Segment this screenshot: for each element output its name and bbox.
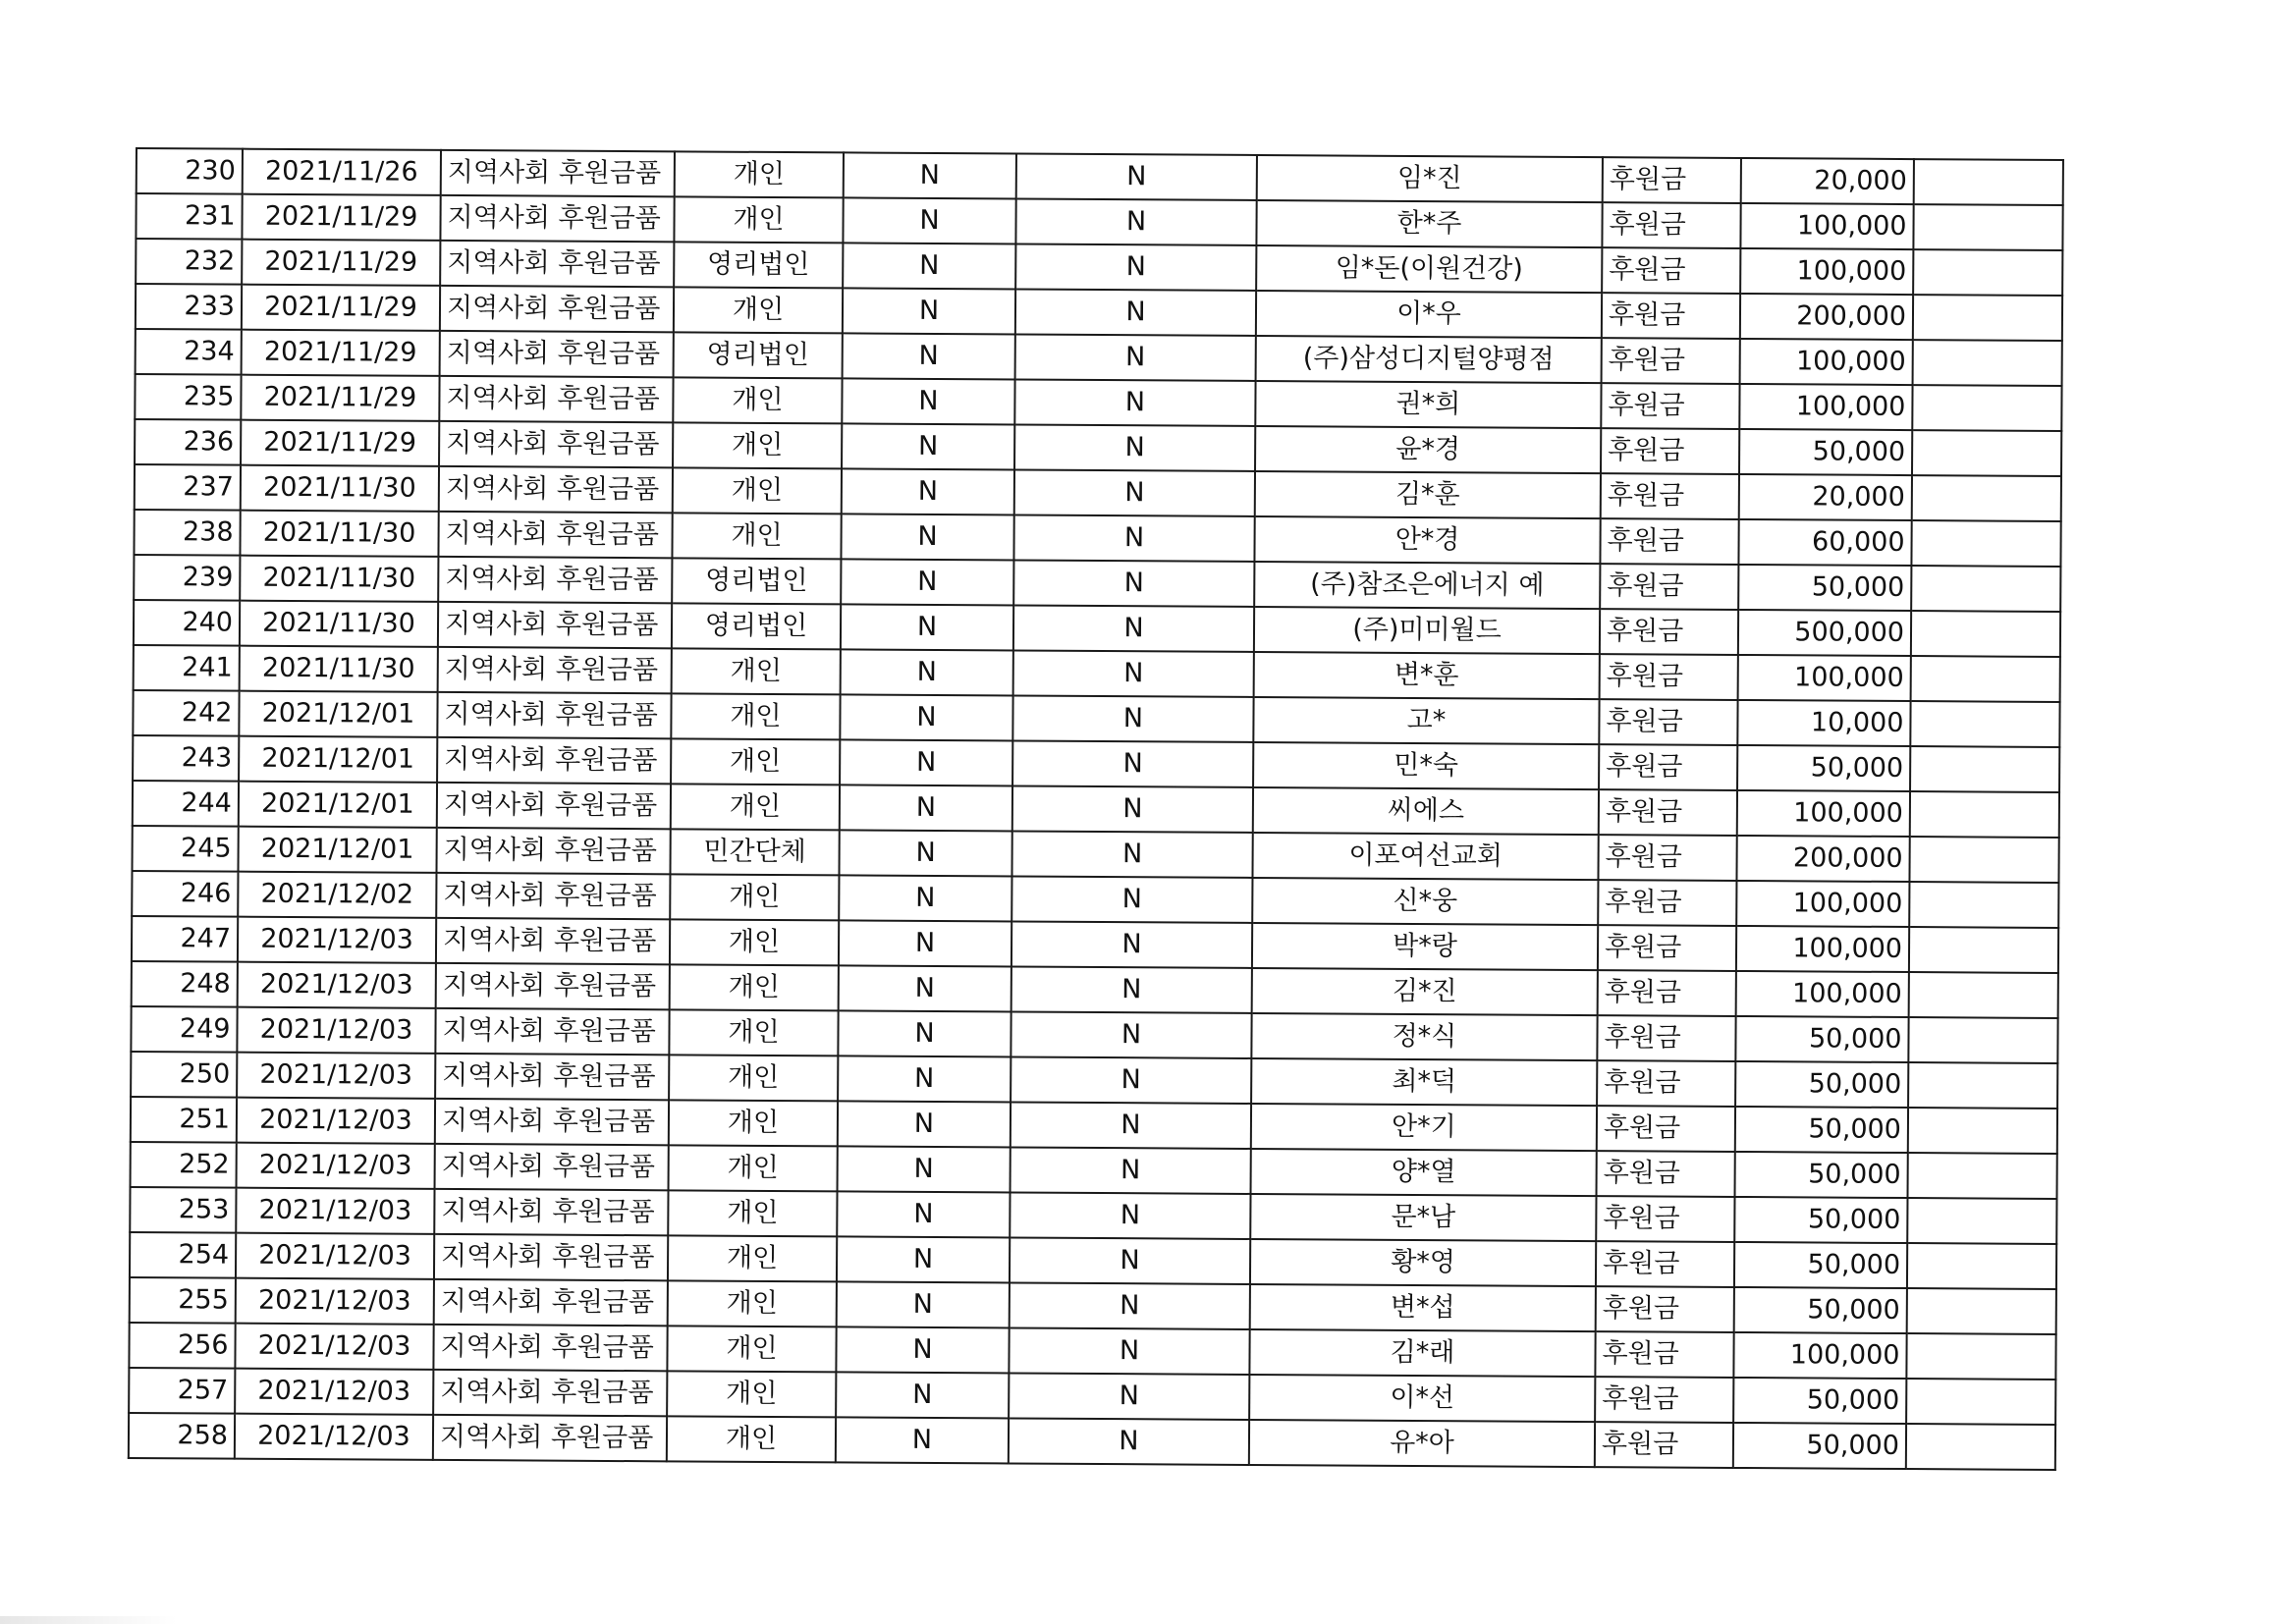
flag-cell-2: N xyxy=(1013,650,1254,696)
empty-cell xyxy=(1911,611,2060,657)
empty-cell xyxy=(1912,385,2061,431)
row-number-cell: 256 xyxy=(129,1323,235,1369)
row-number-cell: 242 xyxy=(133,690,239,736)
date-cell: 2021/11/29 xyxy=(242,285,440,331)
category-cell: 지역사회 후원금품 xyxy=(439,376,673,422)
flag-cell-2: N xyxy=(1009,1373,1249,1419)
donor-type-cell: 개인 xyxy=(669,1145,838,1191)
donor-name-cell: (주)참조은에너지 예 xyxy=(1254,562,1600,609)
donor-type-cell: 개인 xyxy=(674,196,843,243)
donor-type-cell: 개인 xyxy=(670,919,839,965)
date-cell: 2021/11/30 xyxy=(240,556,438,602)
donation-kind-cell: 후원금 xyxy=(1595,1377,1733,1423)
flag-cell-1: N xyxy=(836,1326,1009,1373)
row-number-cell: 253 xyxy=(130,1187,236,1233)
category-cell: 지역사회 후원금품 xyxy=(439,466,673,513)
donor-name-cell: 고* xyxy=(1253,697,1599,744)
donor-type-cell: 영리법인 xyxy=(674,332,843,378)
row-number-cell: 248 xyxy=(132,961,238,1007)
flag-cell-2: N xyxy=(1014,379,1255,425)
date-cell: 2021/11/30 xyxy=(241,465,439,512)
amount-cell: 200,000 xyxy=(1740,294,1913,340)
amount-cell: 200,000 xyxy=(1736,836,1909,882)
flag-cell-2: N xyxy=(1011,1011,1251,1057)
category-cell: 지역사회 후원금품 xyxy=(435,1099,669,1145)
donor-name-cell: 이*우 xyxy=(1256,291,1602,338)
amount-cell: 50,000 xyxy=(1734,1197,1907,1243)
donor-name-cell: 임*돈(이원건강) xyxy=(1256,245,1602,293)
donor-name-cell: 윤*경 xyxy=(1255,426,1601,473)
amount-cell: 50,000 xyxy=(1735,1152,1908,1198)
donation-kind-cell: 후원금 xyxy=(1598,925,1736,971)
flag-cell-2: N xyxy=(1014,424,1255,470)
flag-cell-1: N xyxy=(839,920,1011,966)
date-cell: 2021/11/30 xyxy=(240,646,438,692)
ledger-sheet xyxy=(128,147,2062,1471)
amount-cell: 100,000 xyxy=(1736,881,1909,927)
row-number-cell: 243 xyxy=(133,735,239,782)
donor-name-cell: 김*래 xyxy=(1249,1329,1595,1377)
donation-kind-cell: 후원금 xyxy=(1595,1422,1733,1468)
row-number-cell: 234 xyxy=(136,329,242,375)
flag-cell-2: N xyxy=(1009,1327,1249,1374)
donor-type-cell: 개인 xyxy=(669,1009,838,1056)
empty-cell xyxy=(1913,204,2062,250)
amount-cell: 100,000 xyxy=(1737,790,1910,837)
donor-name-cell: 권*희 xyxy=(1255,381,1601,428)
date-cell: 2021/12/03 xyxy=(237,1053,435,1099)
row-number-cell: 232 xyxy=(136,239,242,285)
donor-name-cell: 황*영 xyxy=(1250,1239,1596,1286)
amount-cell: 100,000 xyxy=(1738,655,1911,701)
row-number-cell: 231 xyxy=(136,193,242,240)
flag-cell-1: N xyxy=(836,1372,1009,1418)
donation-kind-cell: 후원금 xyxy=(1598,835,1736,881)
row-number-cell: 247 xyxy=(132,916,238,962)
row-number-cell: 249 xyxy=(131,1006,237,1053)
flag-cell-1: N xyxy=(838,1056,1011,1102)
empty-cell xyxy=(1912,475,2061,521)
category-cell: 지역사회 후원금품 xyxy=(436,918,670,964)
donor-type-cell: 민간단체 xyxy=(670,829,839,875)
empty-cell xyxy=(1913,295,2062,341)
amount-cell: 50,000 xyxy=(1735,1107,1908,1153)
donor-type-cell: 개인 xyxy=(673,377,842,423)
ledger-body xyxy=(129,148,2063,1470)
row-number-cell: 250 xyxy=(131,1052,237,1098)
date-cell: 2021/11/29 xyxy=(242,330,440,376)
flag-cell-1: N xyxy=(837,1281,1010,1327)
donor-name-cell: 이포여선교회 xyxy=(1252,833,1598,880)
date-cell: 2021/12/03 xyxy=(237,1007,435,1054)
flag-cell-2: N xyxy=(1012,785,1253,832)
donation-kind-cell: 후원금 xyxy=(1599,699,1737,745)
donation-kind-cell: 후원금 xyxy=(1599,744,1737,790)
amount-cell: 50,000 xyxy=(1737,745,1910,791)
amount-cell: 50,000 xyxy=(1735,1016,1908,1062)
donation-kind-cell: 후원금 xyxy=(1602,202,1740,248)
date-cell: 2021/11/29 xyxy=(241,420,439,466)
category-cell: 지역사회 후원금품 xyxy=(435,1008,669,1055)
flag-cell-1: N xyxy=(843,243,1015,289)
flag-cell-1: N xyxy=(838,1101,1011,1147)
donor-type-cell: 개인 xyxy=(671,738,840,785)
donation-kind-cell: 후원금 xyxy=(1601,428,1739,474)
date-cell: 2021/11/29 xyxy=(242,194,440,241)
donation-kind-cell: 후원금 xyxy=(1596,1286,1734,1332)
donor-name-cell: 씨에스 xyxy=(1253,787,1599,835)
empty-cell xyxy=(1909,972,2058,1018)
row-number-cell: 237 xyxy=(135,464,241,511)
flag-cell-2: N xyxy=(1014,469,1255,515)
donation-kind-cell: 후원금 xyxy=(1602,293,1740,339)
date-cell: 2021/12/01 xyxy=(239,782,437,828)
flag-cell-1: N xyxy=(841,604,1013,650)
flag-cell-1: N xyxy=(842,423,1014,469)
flag-cell-2: N xyxy=(1013,605,1254,651)
amount-cell: 50,000 xyxy=(1733,1378,1906,1424)
row-number-cell: 258 xyxy=(129,1413,235,1459)
date-cell: 2021/12/03 xyxy=(236,1188,434,1234)
donor-type-cell: 영리법인 xyxy=(674,242,843,288)
donation-kind-cell: 후원금 xyxy=(1600,564,1738,610)
amount-cell: 50,000 xyxy=(1734,1242,1907,1288)
donor-type-cell: 개인 xyxy=(670,964,839,1010)
donor-type-cell: 개인 xyxy=(673,422,842,468)
donor-name-cell: 안*기 xyxy=(1251,1104,1597,1151)
empty-cell xyxy=(1911,656,2060,702)
donor-name-cell: 김*훈 xyxy=(1255,471,1601,518)
donor-name-cell: 최*덕 xyxy=(1251,1058,1597,1106)
donor-name-cell: 양*열 xyxy=(1251,1149,1597,1196)
date-cell: 2021/12/03 xyxy=(235,1369,433,1415)
date-cell: 2021/12/03 xyxy=(238,962,436,1008)
row-number-cell: 233 xyxy=(136,284,242,330)
category-cell: 지역사회 후원금품 xyxy=(434,1189,668,1235)
date-cell: 2021/11/30 xyxy=(240,601,438,647)
row-number-cell: 246 xyxy=(132,871,238,917)
row-number-cell: 255 xyxy=(130,1277,236,1324)
donor-name-cell: 민*숙 xyxy=(1253,742,1599,789)
flag-cell-2: N xyxy=(1013,514,1254,561)
empty-cell xyxy=(1910,701,2059,747)
row-number-cell: 240 xyxy=(134,600,240,646)
donor-type-cell: 개인 xyxy=(667,1416,836,1462)
empty-cell xyxy=(1906,1379,2055,1425)
category-cell: 지역사회 후원금품 xyxy=(440,195,674,242)
category-cell: 지역사회 후원금품 xyxy=(433,1325,667,1371)
date-cell: 2021/12/03 xyxy=(237,1098,435,1144)
date-cell: 2021/12/03 xyxy=(236,1278,434,1325)
flag-cell-2: N xyxy=(1012,695,1253,741)
donor-name-cell: 박*랑 xyxy=(1252,923,1598,970)
donor-type-cell: 개인 xyxy=(674,287,843,333)
flag-cell-1: N xyxy=(838,1010,1011,1056)
amount-cell: 100,000 xyxy=(1740,248,1913,295)
donor-name-cell: 문*남 xyxy=(1250,1194,1596,1241)
donor-type-cell: 개인 xyxy=(675,151,844,197)
empty-cell xyxy=(1908,1108,2057,1154)
flag-cell-1: N xyxy=(840,785,1012,831)
donor-type-cell: 개인 xyxy=(669,1055,838,1101)
flag-cell-1: N xyxy=(840,739,1012,785)
flag-cell-2: N xyxy=(1015,289,1256,335)
empty-cell xyxy=(1909,837,2058,883)
empty-cell xyxy=(1909,927,2058,973)
category-cell: 지역사회 후원금품 xyxy=(440,241,674,287)
date-cell: 2021/12/01 xyxy=(239,691,437,737)
donation-kind-cell: 후원금 xyxy=(1600,609,1738,655)
flag-cell-1: N xyxy=(843,333,1015,379)
flag-cell-2: N xyxy=(1010,1237,1250,1283)
donor-name-cell: 변*섭 xyxy=(1250,1284,1596,1331)
row-number-cell: 245 xyxy=(132,826,238,872)
amount-cell: 20,000 xyxy=(1741,158,1914,204)
category-cell: 지역사회 후원금품 xyxy=(433,1415,667,1461)
flag-cell-2: N xyxy=(1012,740,1253,786)
amount-cell: 50,000 xyxy=(1735,1061,1908,1108)
flag-cell-2: N xyxy=(1011,966,1252,1012)
row-number-cell: 235 xyxy=(135,374,241,420)
empty-cell xyxy=(1913,249,2062,296)
amount-cell: 50,000 xyxy=(1734,1287,1907,1333)
category-cell: 지역사회 후원금품 xyxy=(433,1370,667,1416)
row-number-cell: 254 xyxy=(130,1232,236,1278)
row-number-cell: 252 xyxy=(131,1142,237,1188)
date-cell: 2021/12/03 xyxy=(236,1233,434,1279)
empty-cell xyxy=(1907,1243,2056,1289)
amount-cell: 100,000 xyxy=(1740,203,1913,249)
category-cell: 지역사회 후원금품 xyxy=(435,1054,669,1100)
category-cell: 지역사회 후원금품 xyxy=(438,647,672,693)
category-cell: 지역사회 후원금품 xyxy=(440,331,674,377)
donor-type-cell: 개인 xyxy=(668,1190,837,1236)
date-cell: 2021/12/02 xyxy=(238,872,436,918)
category-cell: 지역사회 후원금품 xyxy=(437,783,671,829)
donor-name-cell: 김*진 xyxy=(1252,968,1598,1015)
flag-cell-1: N xyxy=(841,559,1013,605)
flag-cell-2: N xyxy=(1011,1056,1251,1103)
category-cell: 지역사회 후원금품 xyxy=(438,512,672,558)
donation-kind-cell: 후원금 xyxy=(1600,654,1738,700)
category-cell: 지역사회 후원금품 xyxy=(440,286,674,332)
amount-cell: 100,000 xyxy=(1736,971,1909,1017)
donation-kind-cell: 후원금 xyxy=(1603,157,1741,203)
flag-cell-2: N xyxy=(1009,1418,1249,1464)
category-cell: 지역사회 후원금품 xyxy=(438,557,672,603)
category-cell: 지역사회 후원금품 xyxy=(434,1234,668,1280)
donor-name-cell: 유*아 xyxy=(1249,1420,1595,1467)
donation-kind-cell: 후원금 xyxy=(1602,247,1740,294)
category-cell: 지역사회 후원금품 xyxy=(437,737,671,784)
date-cell: 2021/12/03 xyxy=(238,917,436,963)
date-cell: 2021/11/29 xyxy=(241,375,439,421)
flag-cell-2: N xyxy=(1011,831,1252,877)
donor-type-cell: 영리법인 xyxy=(672,558,841,604)
row-number-cell: 230 xyxy=(137,148,243,194)
donor-type-cell: 개인 xyxy=(670,874,839,920)
row-number-cell: 236 xyxy=(135,419,241,465)
donor-type-cell: 영리법인 xyxy=(672,603,841,649)
donor-type-cell: 개인 xyxy=(668,1280,837,1326)
donor-name-cell: (주)삼성디지털양평점 xyxy=(1256,336,1602,383)
amount-cell: 100,000 xyxy=(1739,384,1912,430)
donor-type-cell: 개인 xyxy=(667,1326,836,1372)
row-number-cell: 257 xyxy=(129,1368,235,1414)
flag-cell-2: N xyxy=(1013,560,1254,606)
empty-cell xyxy=(1907,1288,2056,1334)
donor-name-cell: 이*선 xyxy=(1249,1375,1595,1422)
empty-cell xyxy=(1906,1333,2055,1380)
row-number-cell: 251 xyxy=(131,1097,237,1143)
flag-cell-1: N xyxy=(844,152,1016,198)
row-number-cell: 241 xyxy=(134,645,240,691)
flag-cell-2: N xyxy=(1010,1282,1250,1328)
empty-cell xyxy=(1911,566,2060,612)
category-cell: 지역사회 후원금품 xyxy=(435,1144,669,1190)
flag-cell-1: N xyxy=(839,830,1011,876)
donor-type-cell: 개인 xyxy=(671,784,840,830)
amount-cell: 100,000 xyxy=(1740,339,1913,385)
empty-cell xyxy=(1908,1017,2057,1063)
donation-kind-cell: 후원금 xyxy=(1597,1015,1735,1061)
donor-type-cell: 개인 xyxy=(671,693,840,739)
category-cell: 지역사회 후원금품 xyxy=(438,602,672,648)
donor-type-cell: 개인 xyxy=(672,513,841,559)
category-cell: 지역사회 후원금품 xyxy=(437,692,671,738)
row-number-cell: 239 xyxy=(134,555,240,601)
category-cell: 지역사회 후원금품 xyxy=(436,828,670,874)
amount-cell: 500,000 xyxy=(1738,610,1911,656)
empty-cell xyxy=(1914,159,2063,205)
category-cell: 지역사회 후원금품 xyxy=(434,1279,668,1326)
donation-kind-cell: 후원금 xyxy=(1601,383,1739,429)
donor-name-cell: 변*훈 xyxy=(1254,652,1600,699)
donor-name-cell: 안*경 xyxy=(1254,516,1600,564)
amount-cell: 20,000 xyxy=(1739,474,1912,520)
scan-edge-mark xyxy=(0,1616,177,1624)
amount-cell: 60,000 xyxy=(1738,519,1911,566)
flag-cell-1: N xyxy=(841,514,1013,560)
flag-cell-2: N xyxy=(1015,244,1256,290)
flag-cell-2: N xyxy=(1011,1147,1251,1193)
donor-type-cell: 개인 xyxy=(668,1235,837,1281)
empty-cell xyxy=(1910,746,2059,792)
category-cell: 지역사회 후원금품 xyxy=(436,963,670,1009)
empty-cell xyxy=(1912,430,2061,476)
empty-cell xyxy=(1908,1062,2057,1109)
empty-cell xyxy=(1913,340,2062,386)
date-cell: 2021/12/03 xyxy=(237,1143,435,1189)
donor-type-cell: 개인 xyxy=(669,1100,838,1146)
category-cell: 지역사회 후원금품 xyxy=(441,150,675,196)
donor-type-cell: 개인 xyxy=(672,648,841,694)
empty-cell xyxy=(1906,1424,2055,1470)
date-cell: 2021/11/29 xyxy=(242,240,440,286)
donation-kind-cell: 후원금 xyxy=(1595,1331,1733,1378)
flag-cell-1: N xyxy=(838,1146,1011,1192)
donor-name-cell: 임*진 xyxy=(1257,155,1603,202)
flag-cell-1: N xyxy=(840,694,1012,740)
date-cell: 2021/12/03 xyxy=(235,1324,433,1370)
flag-cell-2: N xyxy=(1011,921,1252,967)
date-cell: 2021/12/01 xyxy=(238,827,436,873)
category-cell: 지역사회 후원금품 xyxy=(439,421,673,467)
donation-kind-cell: 후원금 xyxy=(1600,518,1738,565)
donation-kind-cell: 후원금 xyxy=(1598,970,1736,1016)
donation-kind-cell: 후원금 xyxy=(1599,789,1737,836)
flag-cell-2: N xyxy=(1011,1102,1251,1148)
empty-cell xyxy=(1907,1153,2056,1199)
flag-cell-1: N xyxy=(837,1236,1010,1282)
donation-kind-cell: 후원금 xyxy=(1597,1151,1735,1197)
empty-cell xyxy=(1910,791,2059,838)
amount-cell: 50,000 xyxy=(1739,429,1912,475)
donor-name-cell: (주)미미월드 xyxy=(1254,607,1600,654)
amount-cell: 100,000 xyxy=(1733,1332,1906,1379)
flag-cell-1: N xyxy=(839,875,1011,921)
flag-cell-1: N xyxy=(841,649,1013,695)
category-cell: 지역사회 후원금품 xyxy=(436,873,670,919)
flag-cell-1: N xyxy=(842,378,1014,424)
flag-cell-2: N xyxy=(1015,334,1256,380)
donor-name-cell: 정*식 xyxy=(1251,1013,1597,1060)
donation-kind-cell: 후원금 xyxy=(1596,1241,1734,1287)
flag-cell-1: N xyxy=(842,468,1014,514)
flag-cell-2: N xyxy=(1011,876,1252,922)
row-number-cell: 238 xyxy=(134,510,240,556)
amount-cell: 50,000 xyxy=(1733,1423,1906,1469)
flag-cell-1: N xyxy=(837,1191,1010,1237)
date-cell: 2021/12/03 xyxy=(235,1414,433,1460)
flag-cell-2: N xyxy=(1015,198,1256,244)
amount-cell: 50,000 xyxy=(1738,565,1911,611)
empty-cell xyxy=(1909,882,2058,928)
flag-cell-1: N xyxy=(836,1417,1009,1463)
flag-cell-1: N xyxy=(839,965,1011,1011)
donation-kind-cell: 후원금 xyxy=(1596,1196,1734,1242)
donor-type-cell: 개인 xyxy=(667,1371,836,1417)
date-cell: 2021/11/26 xyxy=(243,149,441,195)
donation-kind-cell: 후원금 xyxy=(1602,338,1740,384)
empty-cell xyxy=(1911,520,2060,567)
donor-name-cell: 신*웅 xyxy=(1252,878,1598,925)
date-cell: 2021/11/30 xyxy=(240,511,438,557)
donation-kind-cell: 후원금 xyxy=(1601,473,1739,519)
donation-kind-cell: 후원금 xyxy=(1597,1106,1735,1152)
flag-cell-1: N xyxy=(843,197,1015,244)
amount-cell: 10,000 xyxy=(1737,700,1910,746)
flag-cell-2: N xyxy=(1010,1192,1250,1238)
donor-name-cell: 한*주 xyxy=(1256,200,1602,247)
donation-kind-cell: 후원금 xyxy=(1597,1060,1735,1107)
donation-ledger-table xyxy=(128,147,2064,1471)
empty-cell xyxy=(1907,1198,2056,1244)
row-number-cell: 244 xyxy=(133,781,239,827)
donation-kind-cell: 후원금 xyxy=(1598,880,1736,926)
flag-cell-2: N xyxy=(1016,153,1257,199)
date-cell: 2021/12/01 xyxy=(239,736,437,783)
donor-type-cell: 개인 xyxy=(673,467,842,514)
amount-cell: 100,000 xyxy=(1736,926,1909,972)
flag-cell-1: N xyxy=(843,288,1015,334)
